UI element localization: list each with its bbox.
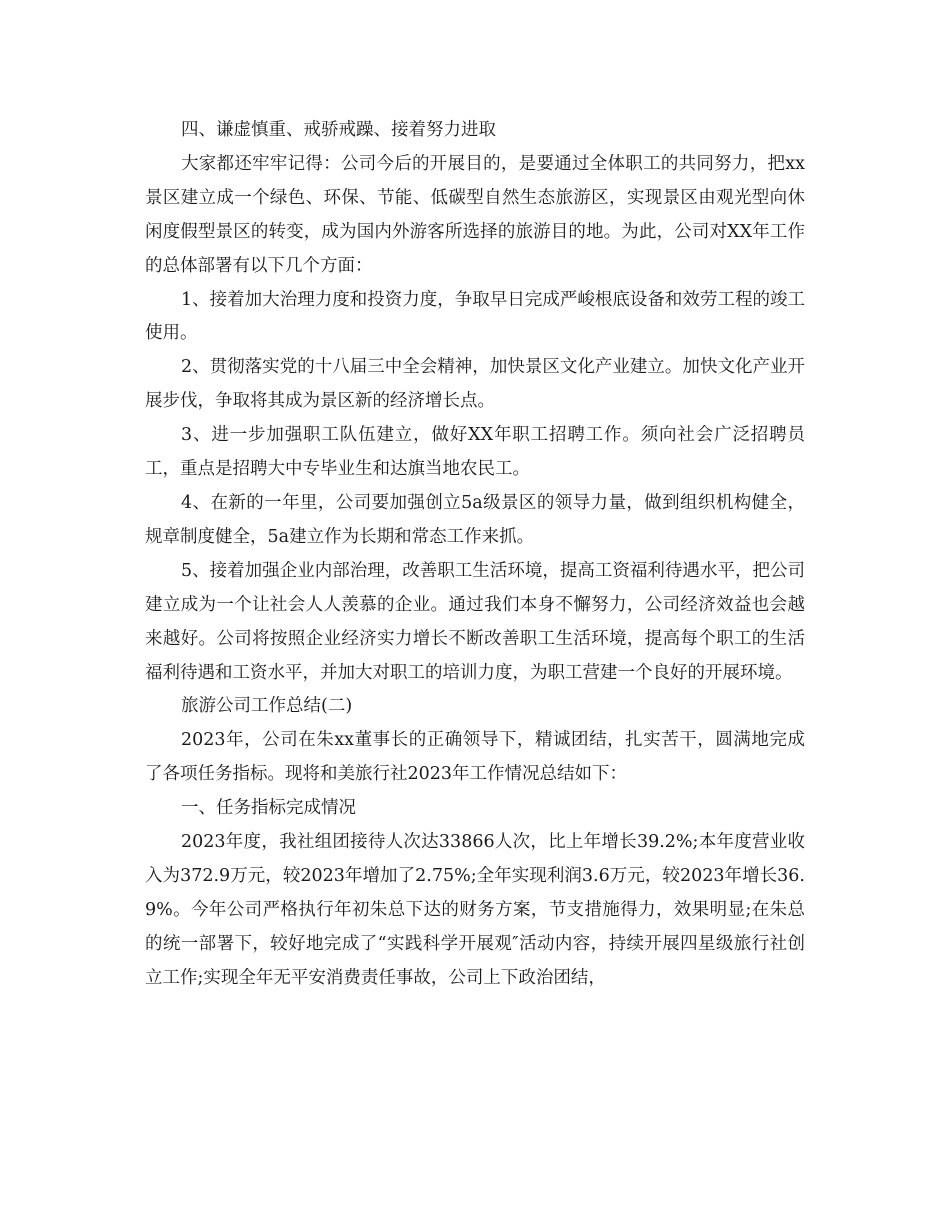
list-item-3: 3、进一步加强职工队伍建立，做好XX年职工招聘工作。须向社会广泛招聘员工，重点是招聘大中专毕业生和达旗当地农民工。 xyxy=(145,425,805,480)
list-item-5: 5、接着加强企业内部治理，改善职工生活环境，提高工资福利待遇水平，把公司建立成为一个让社会人人羡慕的企业。通过我们本身不懈努力，公司经济效益也会越来越好。公司将按照企业经济实力增长不断改善职工生活环境，提高每个职工的生活福利待遇和工资水平，并加大对职工的培训力度，为职工营建一个良好的开展环境。 xyxy=(145,560,805,683)
paragraph: 大家都还牢牢记得：公司今后的开展目的，是要通过全体职工的共同努力，把xx景区建立成一个绿色、环保、节能、低碳型自然生态旅游区，实现景区由观光型向休闲度假型景区的转变，成为国内外游客所选择的旅游目的地。为此，公司对XX年工作的总体部署有以下几个方面： xyxy=(145,153,805,276)
document-title-2: 旅游公司工作总结(二) xyxy=(181,696,353,717)
section-heading-4: 四、谦虚慎重、戒骄戒躁、接着努力进取 xyxy=(181,120,496,140)
list-item-1: 1、接着加大治理力度和投资力度，争取早日完成严峻根底设备和效劳工程的竣工使用。 xyxy=(145,289,805,344)
list-item-4: 4、在新的一年里，公司要加强创立5a级景区的领导力量，做到组织机构健全，规章制度健全，5a建立作为长期和常态工作来抓。 xyxy=(145,492,805,547)
document-body xyxy=(145,114,805,996)
paragraph: 2023年度，我社组团接待人次达33866人次，比上年增长39.2%;本年度营业收入为372.9万元，较2023年增加了2.75%;全年实现利润3.6万元，较2023年增长36.9%。今年公司严格执行年初朱总下达的财务方案，节支措施得力，效果明显;在朱总的统一部署下，较好地完成了“实践科学开展观″活动内容，持续开展四星级旅行社创立工作;实现全年无平安消费责任事故，公司上下政治团结， xyxy=(145,832,805,988)
section-heading-1: 一、任务指标完成情况 xyxy=(181,798,356,819)
paragraph: 2023年，公司在朱xx董事长的正确领导下，精诚团结，扎实苦干，圆满地完成了各项任务指标。现将和美旅行社2023年工作情况总结如下： xyxy=(145,730,805,785)
list-item-2: 2、贯彻落实党的十八届三中全会精神，加快景区文化产业建立。加快文化产业开展步伐，争取将其成为景区新的经济增长点。 xyxy=(145,357,805,412)
